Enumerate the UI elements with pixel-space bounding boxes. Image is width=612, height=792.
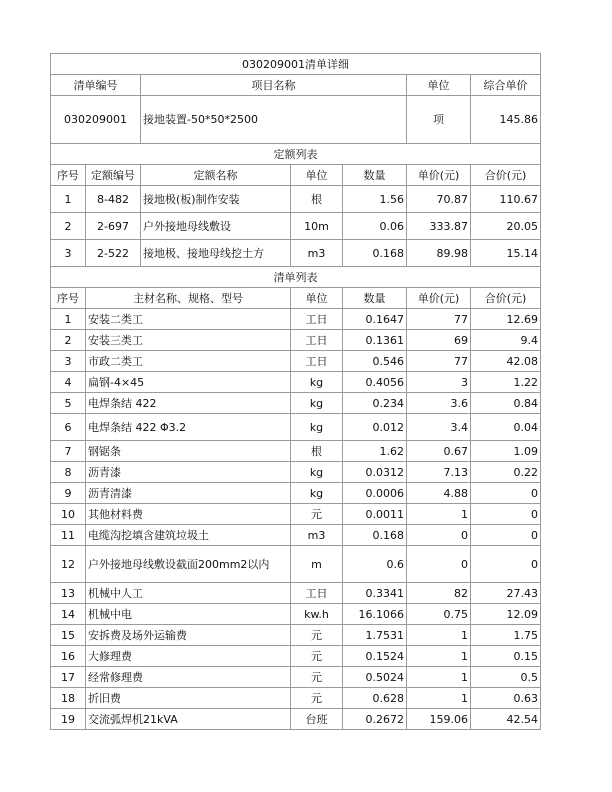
material-qty: 0.234 (343, 393, 407, 414)
material-price: 159.06 (407, 709, 471, 730)
material-col-unit: 单位 (291, 288, 343, 309)
material-price: 77 (407, 351, 471, 372)
quota-row (51, 186, 541, 213)
material-price: 1 (407, 504, 471, 525)
material-row (51, 393, 541, 414)
material-qty: 0.1647 (343, 309, 407, 330)
material-no: 2 (51, 330, 86, 351)
material-qty: 0.1524 (343, 646, 407, 667)
material-row (51, 414, 541, 441)
detail-sheet (50, 53, 540, 730)
material-name: 沥青漆 (86, 462, 291, 483)
material-unit: kg (291, 393, 343, 414)
quota-total: 20.05 (471, 213, 541, 240)
unit-header: 单位 (407, 75, 471, 96)
material-price: 69 (407, 330, 471, 351)
material-no: 11 (51, 525, 86, 546)
material-no: 15 (51, 625, 86, 646)
material-row (51, 646, 541, 667)
material-no: 10 (51, 504, 86, 525)
quota-price: 333.87 (407, 213, 471, 240)
material-qty: 0.2672 (343, 709, 407, 730)
material-no: 13 (51, 583, 86, 604)
material-total: 0.5 (471, 667, 541, 688)
material-total: 0.84 (471, 393, 541, 414)
material-unit: kg (291, 462, 343, 483)
material-no: 5 (51, 393, 86, 414)
material-unit: m3 (291, 525, 343, 546)
quota-total: 15.14 (471, 240, 541, 267)
material-name: 交流弧焊机21kVA (86, 709, 291, 730)
material-price: 7.13 (407, 462, 471, 483)
item-header-row (51, 75, 541, 96)
material-row (51, 372, 541, 393)
material-qty: 0.628 (343, 688, 407, 709)
quota-header-row (51, 165, 541, 186)
material-row (51, 688, 541, 709)
material-no: 9 (51, 483, 86, 504)
quota-price: 89.98 (407, 240, 471, 267)
name-header: 项目名称 (141, 75, 407, 96)
material-unit: 元 (291, 667, 343, 688)
material-total: 42.08 (471, 351, 541, 372)
material-name: 市政二类工 (86, 351, 291, 372)
material-name: 安装三类工 (86, 330, 291, 351)
material-qty: 1.7531 (343, 625, 407, 646)
quota-section-title: 定额列表 (51, 144, 541, 165)
quota-unit: 10m (291, 213, 343, 240)
material-price: 0.67 (407, 441, 471, 462)
material-col-no: 序号 (51, 288, 86, 309)
quota-row (51, 240, 541, 267)
material-qty: 0.1361 (343, 330, 407, 351)
material-qty: 0.4056 (343, 372, 407, 393)
material-no: 1 (51, 309, 86, 330)
material-row (51, 525, 541, 546)
quota-col-unit: 单位 (291, 165, 343, 186)
material-qty: 0.0011 (343, 504, 407, 525)
quota-col-name: 定额名称 (141, 165, 291, 186)
quota-price: 70.87 (407, 186, 471, 213)
material-no: 6 (51, 414, 86, 441)
material-no: 4 (51, 372, 86, 393)
material-price: 3 (407, 372, 471, 393)
material-unit: 元 (291, 646, 343, 667)
material-unit: 工日 (291, 309, 343, 330)
quota-no: 2 (51, 213, 86, 240)
quota-col-no: 序号 (51, 165, 86, 186)
material-unit: 台班 (291, 709, 343, 730)
quota-col-qty: 数量 (343, 165, 407, 186)
quota-unit: 根 (291, 186, 343, 213)
material-row (51, 462, 541, 483)
material-qty: 0.546 (343, 351, 407, 372)
material-row (51, 504, 541, 525)
material-unit: kg (291, 414, 343, 441)
material-row (51, 441, 541, 462)
material-unit: kg (291, 483, 343, 504)
material-qty: 16.1066 (343, 604, 407, 625)
quota-name: 接地极(板)制作安装 (141, 186, 291, 213)
material-name: 电焊条结 422 Φ3.2 (86, 414, 291, 441)
material-name: 经常修理费 (86, 667, 291, 688)
quota-col-total: 合价(元) (471, 165, 541, 186)
material-unit: 元 (291, 504, 343, 525)
material-unit: 根 (291, 441, 343, 462)
material-qty: 0.6 (343, 546, 407, 583)
material-name: 安装二类工 (86, 309, 291, 330)
material-price: 77 (407, 309, 471, 330)
material-total: 0 (471, 483, 541, 504)
material-price: 82 (407, 583, 471, 604)
quota-col-code: 定额编号 (86, 165, 141, 186)
detail-table (50, 53, 541, 730)
price-header: 综合单价 (471, 75, 541, 96)
material-col-name: 主材名称、规格、型号 (86, 288, 291, 309)
material-price: 0.75 (407, 604, 471, 625)
material-unit: 元 (291, 625, 343, 646)
material-name: 折旧费 (86, 688, 291, 709)
item-name: 接地装置-50*50*2500 (141, 96, 407, 144)
material-total: 0.04 (471, 414, 541, 441)
material-price: 3.4 (407, 414, 471, 441)
material-unit: kw.h (291, 604, 343, 625)
material-total: 42.54 (471, 709, 541, 730)
material-price: 1 (407, 646, 471, 667)
material-row (51, 483, 541, 504)
material-name: 扁钢-4×45 (86, 372, 291, 393)
material-total: 0.15 (471, 646, 541, 667)
material-price: 1 (407, 625, 471, 646)
material-title-row (51, 267, 541, 288)
material-total: 12.69 (471, 309, 541, 330)
quota-qty: 0.168 (343, 240, 407, 267)
material-price: 0 (407, 546, 471, 583)
code-header: 清单编号 (51, 75, 141, 96)
material-unit: 工日 (291, 330, 343, 351)
quota-code: 8-482 (86, 186, 141, 213)
quota-row (51, 213, 541, 240)
material-price: 1 (407, 688, 471, 709)
material-total: 9.4 (471, 330, 541, 351)
material-name: 大修理费 (86, 646, 291, 667)
material-no: 14 (51, 604, 86, 625)
quota-col-price: 单价(元) (407, 165, 471, 186)
material-no: 16 (51, 646, 86, 667)
quota-no: 3 (51, 240, 86, 267)
material-total: 0.22 (471, 462, 541, 483)
material-qty: 0.3341 (343, 583, 407, 604)
material-price: 3.6 (407, 393, 471, 414)
material-price: 4.88 (407, 483, 471, 504)
item-row (51, 96, 541, 144)
material-name: 户外接地母线敷设截面200mm2以内 (86, 546, 291, 583)
material-name: 沥青清漆 (86, 483, 291, 504)
material-no: 17 (51, 667, 86, 688)
material-qty: 0.0006 (343, 483, 407, 504)
material-name: 电缆沟挖填含建筑垃圾土 (86, 525, 291, 546)
material-total: 0 (471, 525, 541, 546)
material-row (51, 309, 541, 330)
sheet-title: 030209001清单详细 (51, 54, 541, 75)
material-name: 机械中人工 (86, 583, 291, 604)
quota-total: 110.67 (471, 186, 541, 213)
quota-code: 2-697 (86, 213, 141, 240)
material-unit: 工日 (291, 583, 343, 604)
material-col-total: 合价(元) (471, 288, 541, 309)
material-name: 钢锯条 (86, 441, 291, 462)
material-row (51, 604, 541, 625)
sheet-title-row (51, 54, 541, 75)
item-code: 030209001 (51, 96, 141, 144)
material-unit: 工日 (291, 351, 343, 372)
material-total: 1.09 (471, 441, 541, 462)
material-unit: m (291, 546, 343, 583)
material-section-title: 清单列表 (51, 267, 541, 288)
item-price: 145.86 (471, 96, 541, 144)
material-row (51, 583, 541, 604)
material-total: 12.09 (471, 604, 541, 625)
material-name: 其他材料费 (86, 504, 291, 525)
material-unit: kg (291, 372, 343, 393)
quota-qty: 1.56 (343, 186, 407, 213)
material-qty: 0.5024 (343, 667, 407, 688)
material-row (51, 330, 541, 351)
material-row (51, 709, 541, 730)
material-price: 1 (407, 667, 471, 688)
material-qty: 0.168 (343, 525, 407, 546)
quota-qty: 0.06 (343, 213, 407, 240)
material-unit: 元 (291, 688, 343, 709)
quota-no: 1 (51, 186, 86, 213)
material-total: 0 (471, 546, 541, 583)
material-row (51, 625, 541, 646)
material-row (51, 546, 541, 583)
material-name: 机械中电 (86, 604, 291, 625)
material-qty: 0.0312 (343, 462, 407, 483)
material-no: 7 (51, 441, 86, 462)
quota-title-row (51, 144, 541, 165)
material-no: 12 (51, 546, 86, 583)
material-col-qty: 数量 (343, 288, 407, 309)
material-name: 安拆费及场外运输费 (86, 625, 291, 646)
material-no: 18 (51, 688, 86, 709)
material-total: 0.63 (471, 688, 541, 709)
material-total: 1.22 (471, 372, 541, 393)
material-qty: 1.62 (343, 441, 407, 462)
material-name: 电焊条结 422 (86, 393, 291, 414)
material-header-row (51, 288, 541, 309)
material-row (51, 351, 541, 372)
material-col-price: 单价(元) (407, 288, 471, 309)
item-unit: 项 (407, 96, 471, 144)
material-price: 0 (407, 525, 471, 546)
quota-unit: m3 (291, 240, 343, 267)
quota-name: 接地极、接地母线挖土方 (141, 240, 291, 267)
quota-code: 2-522 (86, 240, 141, 267)
material-total: 27.43 (471, 583, 541, 604)
material-qty: 0.012 (343, 414, 407, 441)
material-row (51, 667, 541, 688)
material-total: 0 (471, 504, 541, 525)
material-no: 19 (51, 709, 86, 730)
material-no: 3 (51, 351, 86, 372)
material-no: 8 (51, 462, 86, 483)
material-total: 1.75 (471, 625, 541, 646)
quota-name: 户外接地母线敷设 (141, 213, 291, 240)
